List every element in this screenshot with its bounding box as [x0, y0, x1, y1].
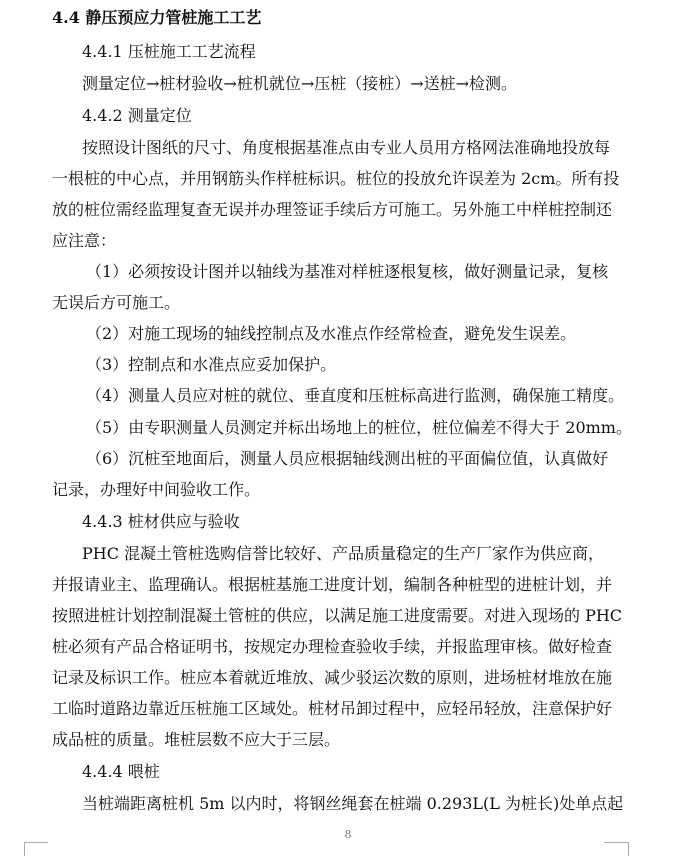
paragraph-line: 当桩端距离桩机 5m 以内时，将钢丝绳套在桩端 0.293L(L 为桩长)处单点起 — [82, 794, 624, 813]
paragraph-line: 并报请业主、监理确认。根据桩基施工进度计划，编制各种桩型的进桩计划，并 — [52, 575, 613, 594]
paragraph-line: 放的桩位需经监理复查无误并办理签证手续后方可施工。另外施工中样桩控制还 — [52, 200, 613, 219]
subsection-heading: 4.4.2 测量定位 — [82, 106, 192, 125]
section-title: 4.4 静压预应力管桩施工工艺 — [52, 8, 262, 27]
paragraph-line: 桩必须有产品合格证明书，按规定办理检查验收手续，并报监理审核。做好检查 — [52, 637, 613, 656]
paragraph-line: （5）由专职测量人员测定并标出场地上的桩位，桩位偏差不得大于 20mm。 — [86, 418, 632, 437]
paragraph-line: 一根桩的中心点，并用钢筋头作样桩标识。桩位的投放允许误差为 2cm。所有投 — [52, 169, 620, 188]
crop-mark — [604, 842, 628, 843]
paragraph-line: 按照设计图纸的尺寸、角度根据基准点由专业人员用方格网法准确地投放每 — [82, 138, 611, 157]
subsection-heading: 4.4.4 喂桩 — [82, 762, 160, 781]
paragraph-line: 成品桩的质量。堆桩层数不应大于三层。 — [52, 730, 341, 749]
crop-mark — [24, 842, 48, 843]
paragraph-line: 应注意： — [52, 231, 117, 250]
paragraph-line: 记录，办理好中间验收工作。 — [52, 480, 261, 499]
page-number: 8 — [344, 828, 352, 841]
paragraph-line: （4）测量人员应对桩的就位、垂直度和压桩标高进行监测，确保施工精度。 — [86, 386, 625, 405]
paragraph-line: 工临时道路边靠近压桩施工区域处。桩材吊卸过程中，应轻吊轻放，注意保护好 — [52, 699, 613, 718]
paragraph-line: 按照进桩计划控制混凝土管桩的供应，以满足施工进度需要。对进入现场的 PHC — [52, 606, 623, 625]
paragraph-line: 记录及标识工作。桩应本着就近堆放、减少驳运次数的原则，进场桩材堆放在施 — [52, 668, 613, 687]
paragraph-line: （2）对施工现场的轴线控制点及水准点作经常检查，避免发生误差。 — [86, 324, 577, 343]
crop-mark — [628, 842, 629, 856]
paragraph-line: （1）必须按设计图并以轴线为基准对样桩逐根复核，做好测量记录，复核 — [86, 262, 609, 281]
paragraph-line: 测量定位→桩材验收→桩机就位→压桩（接桩）→送桩→检测。 — [82, 74, 518, 93]
paragraph-line: PHC 混凝土管桩选购信誉比较好、产品质量稳定的生产厂家作为供应商， — [82, 544, 605, 563]
paragraph-line: 无误后方可施工。 — [52, 293, 181, 312]
subsection-heading: 4.4.1 压桩施工工艺流程 — [82, 42, 256, 61]
crop-mark — [24, 842, 25, 856]
paragraph-line: （3）控制点和水准点应妥加保护。 — [86, 355, 337, 374]
subsection-heading: 4.4.3 桩材供应与验收 — [82, 512, 240, 531]
paragraph-line: （6）沉桩至地面后，测量人员应根据轴线测出桩的平面偏位值，认真做好 — [86, 449, 609, 468]
